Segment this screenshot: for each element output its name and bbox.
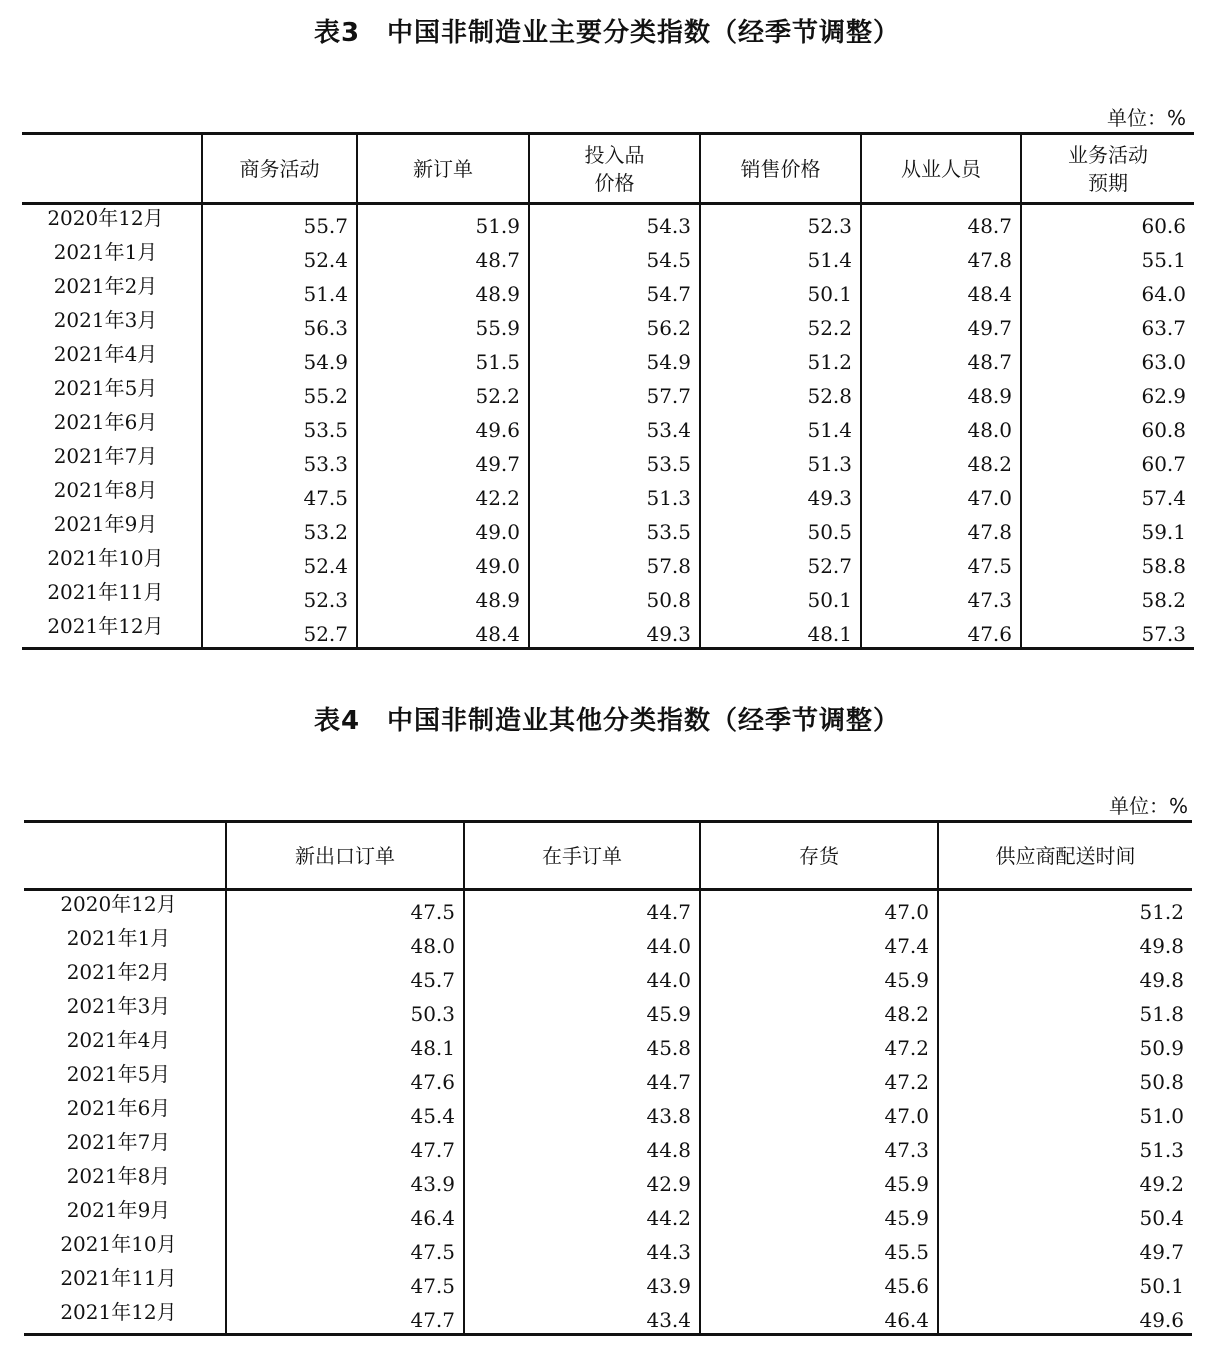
table-cell-value: 42.2 <box>357 477 529 511</box>
table-cell-value: 47.0 <box>700 1095 938 1129</box>
table-cell-value: 54.9 <box>529 341 700 375</box>
table-cell-value: 44.0 <box>464 925 700 959</box>
table-cell-value: 60.6 <box>1021 204 1194 240</box>
table-cell-value: 50.9 <box>938 1027 1192 1061</box>
table-cell-value: 49.2 <box>938 1163 1192 1197</box>
table-cell-value: 49.8 <box>938 925 1192 959</box>
table3-column-header-text: 投入品 <box>584 142 645 167</box>
row-label-month: 2021年11月 <box>60 1266 177 1290</box>
table-cell-value: 47.7 <box>226 1129 464 1163</box>
table-cell-value: 48.1 <box>700 613 861 649</box>
table-cell-value: 48.2 <box>861 443 1021 477</box>
table-cell-value: 54.3 <box>529 204 700 240</box>
table-cell-value: 52.4 <box>202 545 357 579</box>
table4-column-header-text: 供应商配送时间 <box>995 843 1136 868</box>
table-cell-value: 49.7 <box>861 307 1021 341</box>
table-cell-value: 47.8 <box>861 511 1021 545</box>
row-label-month: 2021年3月 <box>66 994 171 1018</box>
row-label-month: 2021年6月 <box>66 1096 171 1120</box>
table-cell-value: 51.4 <box>700 409 861 443</box>
table-cell-value: 45.9 <box>700 959 938 993</box>
table-cell-value: 44.7 <box>464 890 700 926</box>
table-cell-value: 43.9 <box>464 1265 700 1299</box>
row-label-month: 2021年7月 <box>53 444 158 468</box>
table-row <box>24 1095 1192 1129</box>
table-cell-value: 47.6 <box>226 1061 464 1095</box>
table-cell-value: 47.7 <box>226 1299 464 1335</box>
table-row <box>22 477 1194 511</box>
table-cell-value: 47.4 <box>700 925 938 959</box>
table-cell-value: 53.3 <box>202 443 357 477</box>
table-cell-value: 60.7 <box>1021 443 1194 477</box>
table-cell-value: 51.4 <box>202 273 357 307</box>
row-label-month: 2021年6月 <box>53 410 158 434</box>
table-cell-value: 52.4 <box>202 239 357 273</box>
table3-header-row <box>22 134 1194 204</box>
table-cell-value: 63.7 <box>1021 307 1194 341</box>
table4-other-indices <box>24 820 1192 1336</box>
table4-header-row <box>24 822 1192 890</box>
table4-column-header-text: 新出口订单 <box>295 843 395 868</box>
table-row <box>24 1197 1192 1231</box>
table-row <box>24 1129 1192 1163</box>
table-cell-value: 47.5 <box>226 1231 464 1265</box>
table-cell-value: 47.3 <box>861 579 1021 613</box>
row-label-month: 2021年1月 <box>53 240 158 264</box>
table-cell-value: 50.1 <box>700 273 861 307</box>
table-cell-value: 53.2 <box>202 511 357 545</box>
table-row <box>22 375 1194 409</box>
table-cell-value: 53.4 <box>529 409 700 443</box>
table-cell-value: 52.2 <box>700 307 861 341</box>
table-cell-value: 52.8 <box>700 375 861 409</box>
table-cell-value: 43.8 <box>464 1095 700 1129</box>
table-cell-value: 51.2 <box>700 341 861 375</box>
table-cell-value: 49.3 <box>529 613 700 649</box>
table-cell-value: 48.2 <box>700 993 938 1027</box>
table-cell-value: 47.6 <box>861 613 1021 649</box>
table4-title: 表4 中国非制造业其他分类指数（经季节调整） <box>313 706 901 736</box>
table-cell-value: 48.7 <box>357 239 529 273</box>
row-label-month: 2021年9月 <box>66 1198 171 1222</box>
row-label-month: 2021年5月 <box>53 376 158 400</box>
table-cell-value: 52.3 <box>700 204 861 240</box>
table-cell-value: 55.2 <box>202 375 357 409</box>
row-label-month: 2020年12月 <box>60 892 177 916</box>
table-cell-value: 45.6 <box>700 1265 938 1299</box>
table-cell-value: 56.2 <box>529 307 700 341</box>
table3-column-header-text: 新订单 <box>413 156 473 181</box>
table-row <box>22 409 1194 443</box>
table-cell-value: 57.7 <box>529 375 700 409</box>
table-cell-value: 47.0 <box>861 477 1021 511</box>
table-cell-value: 51.2 <box>938 890 1192 926</box>
row-label-month: 2021年7月 <box>66 1130 171 1154</box>
table-cell-value: 64.0 <box>1021 273 1194 307</box>
table-cell-value: 56.3 <box>202 307 357 341</box>
table-cell-value: 50.5 <box>700 511 861 545</box>
table-row <box>24 1163 1192 1197</box>
table-row <box>22 239 1194 273</box>
row-label-month: 2021年3月 <box>53 308 158 332</box>
table-cell-value: 48.4 <box>861 273 1021 307</box>
table-cell-value: 48.7 <box>861 204 1021 240</box>
table3-column-header <box>529 134 700 204</box>
row-label-month: 2021年8月 <box>66 1164 171 1188</box>
table-cell-value: 48.0 <box>861 409 1021 443</box>
table-cell-value: 63.0 <box>1021 341 1194 375</box>
table-cell-value: 50.8 <box>938 1061 1192 1095</box>
table-cell-value: 50.8 <box>529 579 700 613</box>
table-cell-value: 57.8 <box>529 545 700 579</box>
table-cell-value: 48.7 <box>861 341 1021 375</box>
row-label-month: 2021年2月 <box>53 274 158 298</box>
table-cell-value: 55.7 <box>202 204 357 240</box>
table4-column-header <box>938 822 1192 890</box>
table-cell-value: 54.9 <box>202 341 357 375</box>
table-cell-value: 47.0 <box>700 890 938 926</box>
table-cell-value: 44.8 <box>464 1129 700 1163</box>
row-label-month: 2021年9月 <box>53 512 158 536</box>
table4-column-header-text: 在手订单 <box>542 843 622 868</box>
row-label-month: 2021年2月 <box>66 960 171 984</box>
table-cell-value: 51.9 <box>357 204 529 240</box>
table-cell-value: 62.9 <box>1021 375 1194 409</box>
table3-body <box>22 204 1194 649</box>
table-cell-value: 53.5 <box>202 409 357 443</box>
table-cell-value: 43.4 <box>464 1299 700 1335</box>
table-cell-value: 55.1 <box>1021 239 1194 273</box>
table4-body <box>24 890 1192 1335</box>
row-label-month: 2021年1月 <box>66 926 171 950</box>
table-cell-value: 51.3 <box>529 477 700 511</box>
table-cell-value: 45.4 <box>226 1095 464 1129</box>
table-row <box>24 959 1192 993</box>
table-cell-value: 46.4 <box>700 1299 938 1335</box>
table-cell-value: 57.4 <box>1021 477 1194 511</box>
table-cell-value: 49.6 <box>938 1299 1192 1335</box>
table-row <box>24 1265 1192 1299</box>
table-cell-value: 50.1 <box>938 1265 1192 1299</box>
row-label-month: 2021年10月 <box>60 1232 177 1256</box>
table3-unit-label: 单位：% <box>1106 106 1186 130</box>
table-cell-value: 52.7 <box>202 613 357 649</box>
table-row <box>22 579 1194 613</box>
row-label-month: 2021年11月 <box>47 580 164 604</box>
table-cell-value: 44.2 <box>464 1197 700 1231</box>
table-cell-value: 45.9 <box>700 1163 938 1197</box>
table-row <box>22 273 1194 307</box>
table-cell-value: 51.5 <box>357 341 529 375</box>
table-cell-value: 42.9 <box>464 1163 700 1197</box>
table-cell-value: 49.8 <box>938 959 1192 993</box>
table4-column-header <box>464 822 700 890</box>
table-cell-value: 53.5 <box>529 511 700 545</box>
table-cell-value: 59.1 <box>1021 511 1194 545</box>
table4-column-header-text: 存货 <box>799 843 839 868</box>
table-cell-value: 52.7 <box>700 545 861 579</box>
table3-column-header-text: 从业人员 <box>901 156 981 181</box>
row-label-month: 2021年12月 <box>47 614 164 638</box>
row-label-month: 2021年4月 <box>53 342 158 366</box>
table-cell-value: 47.5 <box>202 477 357 511</box>
table3-title: 表3 中国非制造业主要分类指数（经季节调整） <box>313 18 901 48</box>
table-row <box>22 204 1194 240</box>
table-cell-value: 47.5 <box>226 1265 464 1299</box>
table-cell-value: 45.8 <box>464 1027 700 1061</box>
table-cell-value: 54.5 <box>529 239 700 273</box>
table-cell-value: 58.8 <box>1021 545 1194 579</box>
table-cell-value: 50.1 <box>700 579 861 613</box>
table-row <box>24 1027 1192 1061</box>
table-cell-value: 45.9 <box>464 993 700 1027</box>
table3-column-header-text: 业务活动 <box>1068 142 1148 167</box>
table-row <box>24 1299 1192 1335</box>
table-row <box>22 443 1194 477</box>
table-row <box>24 1061 1192 1095</box>
table-cell-value: 44.0 <box>464 959 700 993</box>
table-row <box>24 993 1192 1027</box>
row-label-month: 2020年12月 <box>47 206 164 230</box>
table-row <box>24 925 1192 959</box>
table-cell-value: 51.0 <box>938 1095 1192 1129</box>
table-cell-value: 49.7 <box>938 1231 1192 1265</box>
table3-column-header <box>357 134 529 204</box>
table-cell-value: 52.2 <box>357 375 529 409</box>
table3-column-header-text: 商务活动 <box>239 156 320 181</box>
table-cell-value: 50.4 <box>938 1197 1192 1231</box>
table3-column-header <box>700 134 861 204</box>
row-label-month: 2021年12月 <box>60 1300 177 1324</box>
table-cell-value: 49.6 <box>357 409 529 443</box>
table-cell-value: 45.7 <box>226 959 464 993</box>
table-cell-value: 49.0 <box>357 545 529 579</box>
table-cell-value: 55.9 <box>357 307 529 341</box>
table4-column-header <box>700 822 938 890</box>
table-cell-value: 45.5 <box>700 1231 938 1265</box>
table-cell-value: 44.3 <box>464 1231 700 1265</box>
table-cell-value: 48.0 <box>226 925 464 959</box>
table-cell-value: 47.2 <box>700 1061 938 1095</box>
table-cell-value: 43.9 <box>226 1163 464 1197</box>
table-row <box>22 613 1194 649</box>
table-cell-value: 47.3 <box>700 1129 938 1163</box>
table-cell-value: 50.3 <box>226 993 464 1027</box>
table-cell-value: 47.8 <box>861 239 1021 273</box>
table3-column-header <box>861 134 1021 204</box>
table-cell-value: 49.3 <box>700 477 861 511</box>
table-cell-value: 47.5 <box>861 545 1021 579</box>
row-label-month: 2021年10月 <box>47 546 164 570</box>
table3-column-header <box>1021 134 1194 204</box>
table-row <box>22 511 1194 545</box>
table-cell-value: 47.5 <box>226 890 464 926</box>
table3-column-header-text: 销售价格 <box>740 156 821 181</box>
table-cell-value: 52.3 <box>202 579 357 613</box>
table-cell-value: 54.7 <box>529 273 700 307</box>
row-label-month: 2021年4月 <box>66 1028 171 1052</box>
table3-header-corner <box>22 134 202 204</box>
table-cell-value: 60.8 <box>1021 409 1194 443</box>
table-cell-value: 51.8 <box>938 993 1192 1027</box>
table-row <box>24 1231 1192 1265</box>
table3-column-header <box>202 134 357 204</box>
table-cell-value: 48.4 <box>357 613 529 649</box>
table4-unit-label: 单位：% <box>1108 794 1188 818</box>
table-cell-value: 48.9 <box>357 579 529 613</box>
row-label-month: 2021年5月 <box>66 1062 171 1086</box>
table-cell-value: 46.4 <box>226 1197 464 1231</box>
table-row <box>22 307 1194 341</box>
table-cell-value: 47.2 <box>700 1027 938 1061</box>
table3-column-header-text: 价格 <box>594 170 635 195</box>
table-cell-value: 49.0 <box>357 511 529 545</box>
table4-column-header <box>226 822 464 890</box>
table-row <box>22 545 1194 579</box>
table-cell-value: 51.3 <box>700 443 861 477</box>
table-cell-value: 48.9 <box>861 375 1021 409</box>
table-row <box>22 341 1194 375</box>
table-cell-value: 53.5 <box>529 443 700 477</box>
table-cell-value: 48.1 <box>226 1027 464 1061</box>
table-cell-value: 49.7 <box>357 443 529 477</box>
table3-main-indices <box>22 132 1194 650</box>
table-cell-value: 58.2 <box>1021 579 1194 613</box>
table-cell-value: 51.3 <box>938 1129 1192 1163</box>
table-cell-value: 57.3 <box>1021 613 1194 649</box>
table-row <box>24 890 1192 926</box>
table-cell-value: 45.9 <box>700 1197 938 1231</box>
table3-column-header-text: 预期 <box>1088 170 1128 195</box>
table-cell-value: 48.9 <box>357 273 529 307</box>
table4-header-corner <box>24 822 226 890</box>
table-cell-value: 51.4 <box>700 239 861 273</box>
row-label-month: 2021年8月 <box>53 478 158 502</box>
table-cell-value: 44.7 <box>464 1061 700 1095</box>
